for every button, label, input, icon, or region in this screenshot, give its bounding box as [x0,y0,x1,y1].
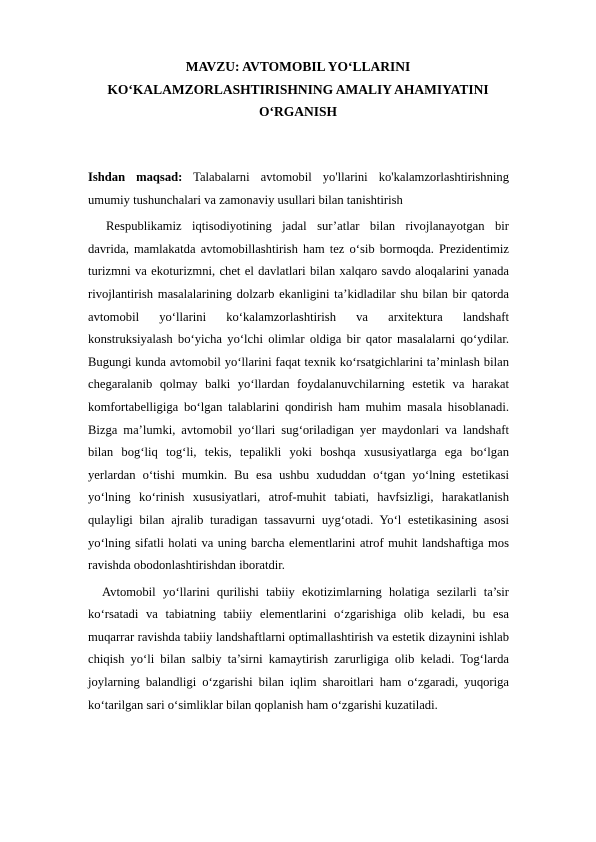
title-line-3: O‘RGANISH [258,104,337,119]
body-paragraph-2: Avtomobil yo‘llarini qurilishi tabiiy ekotizimlarning holatiga sezilarli ta’sir ko‘rsatadi va tabiatning tabiiy elementlarini o‘zgarishiga olib keladi, bu esa muqarrar ravishda tabiiy landshaftlarni optimallashtirish va estetik dizaynini ishlab chiqish yo‘li bilan salbiy ta’sirni kamaytirish zarurligiga olib keladi. Tog‘larda joylarning balandligi o‘zgarishi bilan iqlim sharoitlari ham o‘zgaradi, yuqoriga ko‘tarilgan sari o‘simliklar bilan qoplanish ham o‘zgarishi kuzatiladi. [88,584,509,712]
goal-text: Talabalarni avtomobil yo'llarini ko'kalamzorlashtirishning umumiy tushunchalari va zamonaviy usullari bilan tanishtirish [88,170,509,207]
goal-paragraph [88,166,509,211]
goal-label: Ishdan maqsad: [88,170,183,184]
title-line-1: MAVZU: AVTOMOBIL YO‘LLARINI [185,59,411,74]
body-paragraph-1: Respublikamiz iqtisodiyotining jadal sur’atlar bilan rivojlanayotgan bir davrida, mamlakatda avtomobillashtirish ham tez o‘sib bormoqda. Prezidentimiz turizmni va ekoturizmni, chet el davlatlari bilan xalqaro savdo aloqalarini yanada rivojlantirish masalalarining dolzarb ekanligini ta’kidladilar shu bilan bir qatorda avtomobil yo‘llarini ko‘kalamzorlashtirish va arxitektura landshaft konstruksiyalash bo‘yicha yo‘lchi olimlar oldiga bir qator masalalarni qo‘ydilar. Bugungi kunda avtomobil yo‘llarini faqat texnik ko‘rsatgichlarini ta’minlash bilan chegaralanib qolmay balki yo‘llardan foydalanuvchilarning estetik va harakat komfortabelligiga bo‘lgan talablarini qondirish ham muhim masala hisoblanadi. Bizga ma’lumki, avtomobil yo‘llari sug‘oriladigan yer maydonlari va landshaft bilan bog‘liq tog‘li, tekis, tepalikli yoki boshqa xususiyatlarga ega bo‘lgan yerlardan o‘tishi mumkin. Bu esa ushbu xududdan o‘tgan yo‘lning estetikasi yo‘lning ko‘rinish xususiyatlari, atrof-muhit tabiati, havfsizligi, harakatlanish qulayligi bilan ajralib turadigan tassavurni uyg‘otadi. Yo‘l estetikasining asosi yo‘lning sifatli holati va uning barcha elementlarini atrof muhit landshaftiga mos ravishda obodonlashtirishdan iboratdir. [88,219,509,573]
title-line-2: KO‘KALAMZORLASHTIRISHNING AMALIY AHAMIYATINI [107,81,489,97]
document-title [88,56,508,124]
document-body [88,166,509,720]
